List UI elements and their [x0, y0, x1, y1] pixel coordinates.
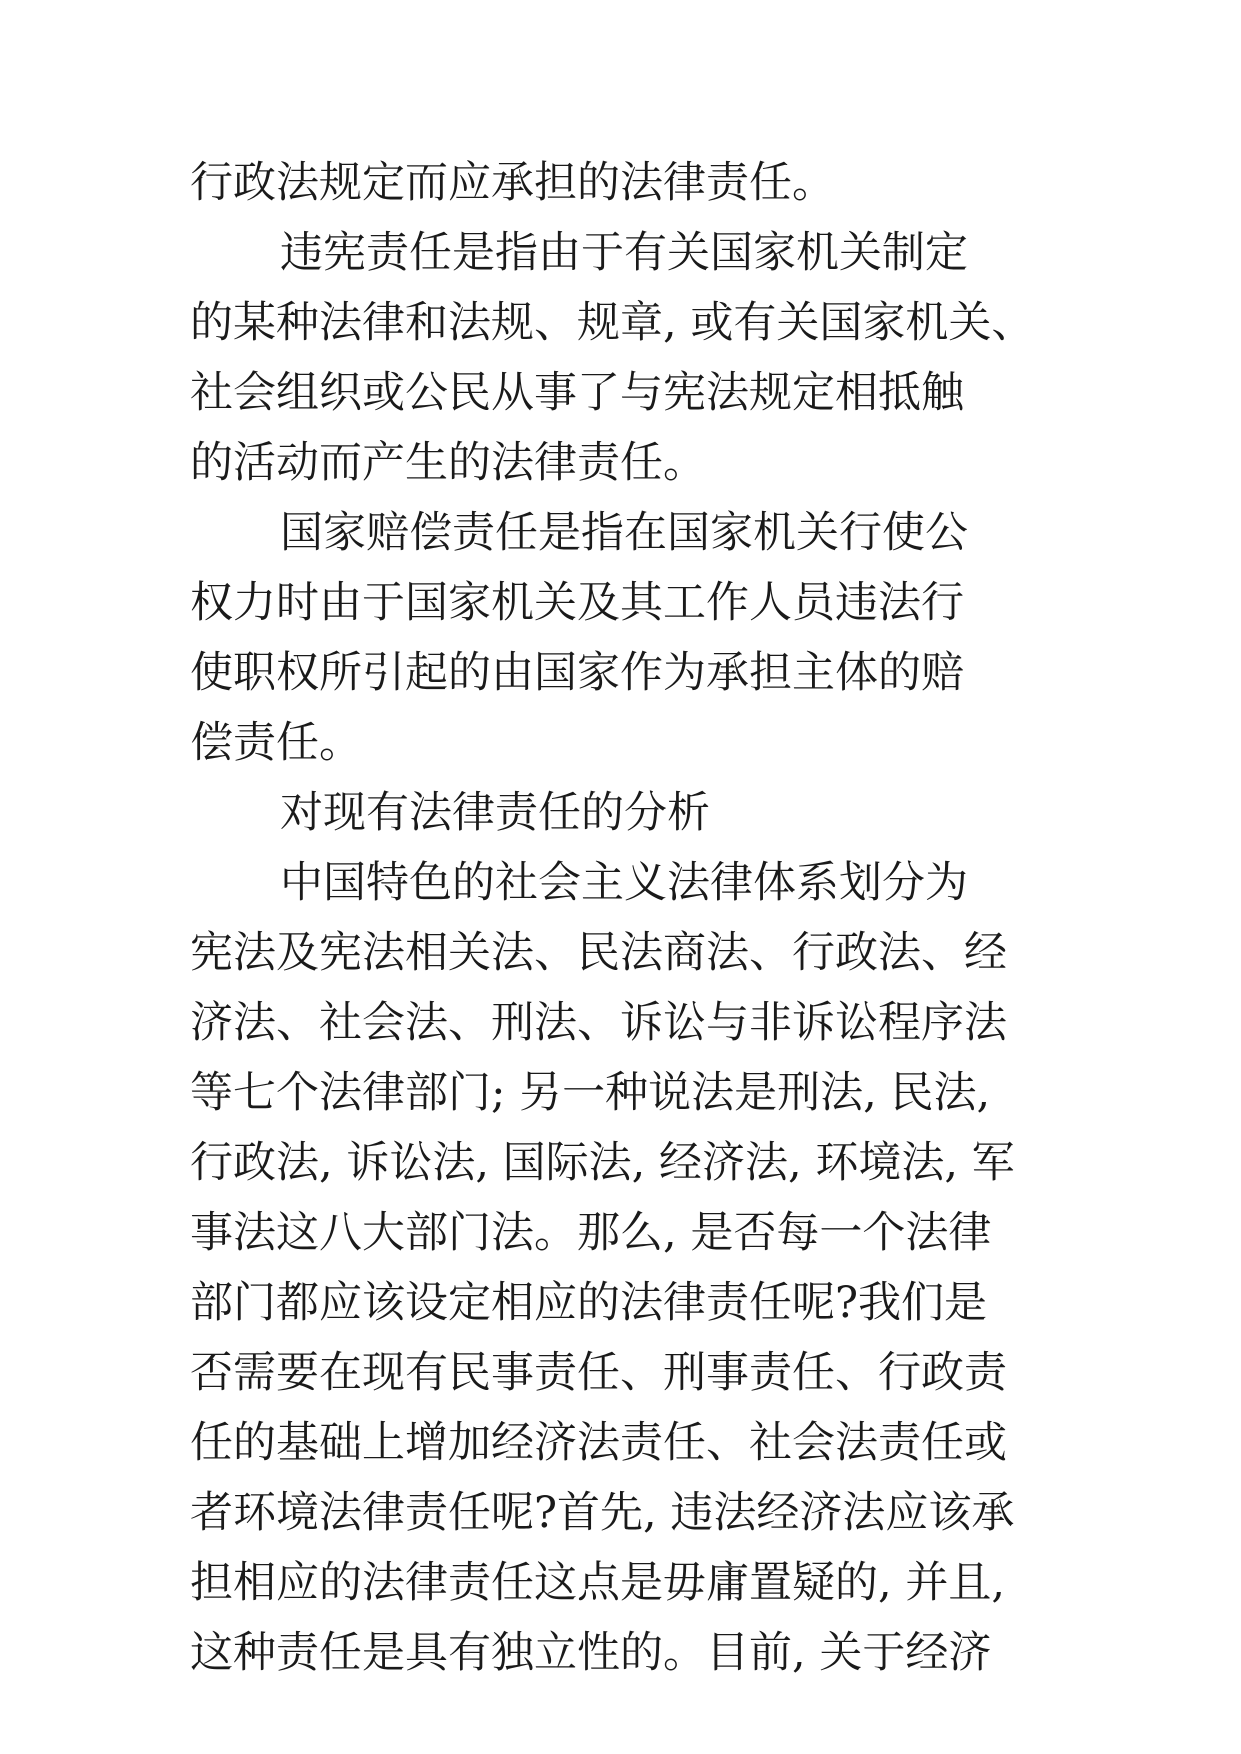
text-line: 宪法及宪法相关法、民法商法、行政法、经: [190, 928, 1007, 978]
text-line: 否需要在现有民事责任、刑事责任、行政责: [190, 1348, 1007, 1398]
text-line: 担相应的法律责任这点是毋庸置疑的, 并且,: [190, 1558, 1006, 1608]
body-text: [190, 148, 1090, 1688]
text-line: 偿责任。: [190, 718, 362, 768]
text-line: 部门都应该设定相应的法律责任呢?我们是: [190, 1278, 988, 1328]
text-line: 这种责任是具有独立性的。目前, 关于经济: [190, 1628, 992, 1678]
text-line: 者环境法律责任呢?首先, 违法经济法应该承: [190, 1488, 1015, 1538]
section-heading: 对现有法律责任的分析: [280, 788, 710, 838]
paragraph-start-line: 违宪责任是指由于有关国家机关制定: [280, 228, 968, 278]
paragraph-start-line: 中国特色的社会主义法律体系划分为: [280, 858, 968, 908]
text-line: 权力时由于国家机关及其工作人员违法行: [190, 578, 964, 628]
text-line: 行政法, 诉讼法, 国际法, 经济法, 环境法, 军: [190, 1138, 1015, 1188]
text-line: 济法、社会法、刑法、诉讼与非诉讼程序法: [190, 998, 1007, 1048]
text-line: 行政法规定而应承担的法律责任。: [190, 158, 835, 208]
text-line: 使职权所引起的由国家作为承担主体的赔: [190, 648, 964, 698]
text-line: 事法这八大部门法。那么, 是否每一个法律: [190, 1208, 992, 1258]
paragraph-start-line: 国家赔偿责任是指在国家机关行使公: [280, 508, 968, 558]
text-line: 等七个法律部门; 另一种说法是刑法, 民法,: [190, 1068, 991, 1118]
text-line: 的活动而产生的法律责任。: [190, 438, 706, 488]
text-line: 社会组织或公民从事了与宪法规定相抵触: [190, 368, 964, 418]
text-line: 任的基础上增加经济法责任、社会法责任或: [190, 1418, 1007, 1468]
text-line: 的某种法律和法规、规章, 或有关国家机关、: [190, 298, 1035, 348]
